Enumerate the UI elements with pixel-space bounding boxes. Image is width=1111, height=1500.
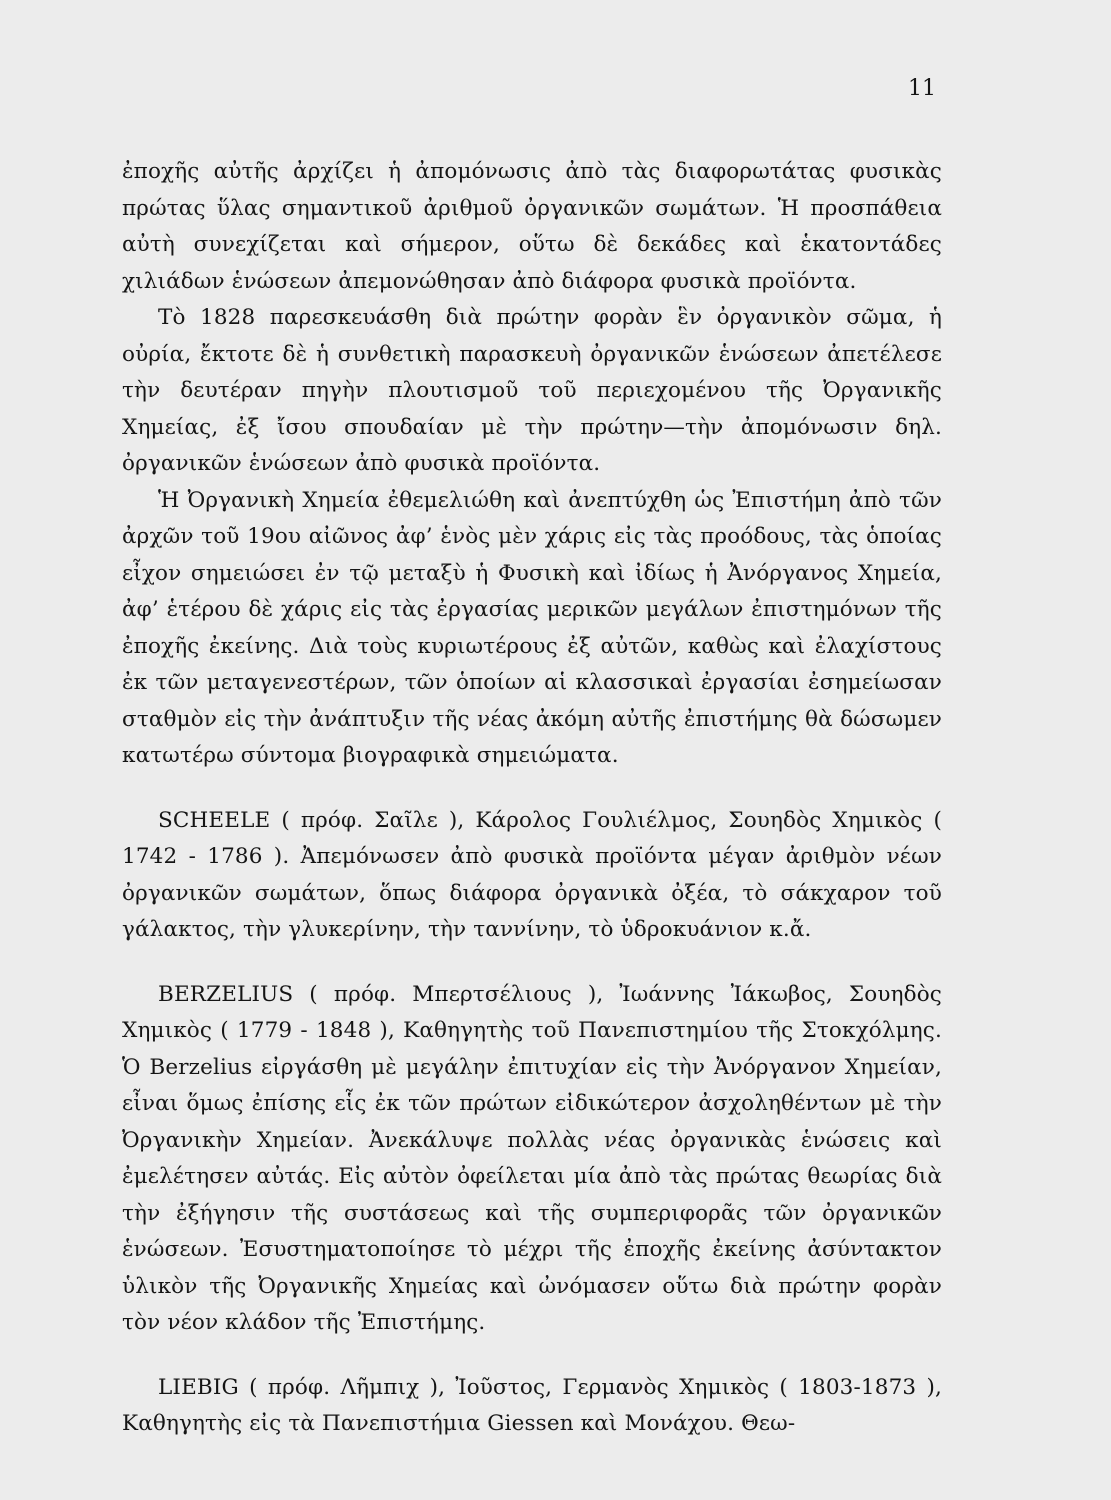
page-body (122, 154, 942, 1443)
biography-entry-berzelius: BERZELIUS ( πρόφ. Μπερτσέλιους ), Ἰωάννης Ἰάκωβος, Σουηδὸς Χημικὸς ( 1779 - 1848 ), Καθηγητὴς τοῦ Πανεπιστημίου τῆς Στοκχόλμης. Ὁ Berzelius εἰργάσθη μὲ μεγάλην ἐπιτυχίαν εἰς τὴν Ἀνόργανον Χημείαν, εἶναι ὅμως ἐπίσης εἷς ἐκ τῶν πρώτων εἰδικώτερον ἀσχοληθέντων μὲ τὴν Ὀργανικὴν Χημείαν. Ἀνεκάλυψε πολλὰς νέας ὀργανικὰς ἑνώσεις καὶ ἐμελέτησεν αὐτάς. Εἰς αὐτὸν ὀφείλεται μία ἀπὸ τὰς πρώτας θεωρίας διὰ τὴν ἐξήγησιν τῆς συστάσεως καὶ τῆς συμπεριφορᾶς τῶν ὀργανικῶν ἑνώσεων. Ἐσυστηματοποίησε τὸ μέχρι τῆς ἐποχῆς ἐκείνης ἀσύντακτον ὑλικὸν τῆς Ὀργανικῆς Χημείας καὶ ὠνόμασεν οὕτω διὰ πρώτην φορὰν τὸν νέον κλάδον τῆς Ἐπιστήμης. (122, 981, 942, 1335)
paragraph-1828-synthesis: Τὸ 1828 παρεσκευάσθη διὰ πρώτην φορὰν ἓν ὀργανικὸν σῶμα, ἡ οὐρία, ἔκτοτε δὲ ἡ συνθετικὴ παρασκευὴ ὀργανικῶν ἑνώσεων ἀπετέλεσε τὴν δευτέραν πηγὴν πλουτισμοῦ τοῦ περιεχομένου τῆς Ὀργανικῆς Χημείας, ἐξ ἴσου σπουδαίαν μὲ τὴν πρώτην—τὴν ἀπομόνωσιν δηλ. ὀργανικῶν ἑνώσεων ἀπὸ φυσικὰ προϊόντα. (122, 305, 942, 476)
page-number: 11 (908, 76, 936, 101)
paragraph-organic-chemistry-foundation: Ἡ Ὀργανικὴ Χημεία ἐθεμελιώθη καὶ ἀνεπτύχθη ὡς Ἐπιστήμη ἀπὸ τῶν ἀρχῶν τοῦ 19ου αἰῶνος ἀφ’ ἑνὸς μὲν χάρις εἰς τὰς προόδους, τὰς ὁποίας εἶχον σημειώσει ἐν τῷ μεταξὺ ἡ Φυσικὴ καὶ ἰδίως ἡ Ἀνόργανος Χημεία, ἀφ’ ἑτέρου δὲ χάρις εἰς τὰς ἐργασίας μερικῶν μεγάλων ἐπιστημόνων τῆς ἐποχῆς ἐκείνης. Διὰ τοὺς κυριωτέρους ἐξ αὐτῶν, καθὼς καὶ ἐλαχίστους ἐκ τῶν μεταγενεστέρων, τῶν ὁποίων αἱ κλασσικαὶ ἐργασίαι ἐσημείωσαν σταθμὸν εἰς τὴν ἀνάπτυξιν τῆς νέας ἀκόμη αὐτῆς ἐπιστήμης θὰ δώσωμεν κατωτέρω σύντομα βιογραφικὰ σημειώματα. (122, 487, 942, 768)
biography-entry-scheele: SCHEELE ( πρόφ. Σαῖλε ), Κάρολος Γουλιέλμος, Σουηδὸς Χημικὸς ( 1742 - 1786 ). Ἀπεμόνωσεν ἀπὸ φυσικὰ προϊόντα μέγαν ἀριθμὸν νέων ὀργανικῶν σωμάτων, ὅπως διάφορα ὀργανικὰ ὀξέα, τὸ σάκχαρον τοῦ γάλακτος, τὴν γλυκερίνην, τὴν ταννίνην, τὸ ὑδροκυάνιον κ.ἄ. (122, 807, 942, 942)
biography-entry-liebig: LIEBIG ( πρόφ. Λῆμπιχ ), Ἰοῦστος, Γερμανὸς Χημικὸς ( 1803-1873 ), Καθηγητὴς εἰς τὰ Πανεπιστήμια Giessen καὶ Μονάχου. Θεω- (122, 1374, 942, 1436)
paragraph-intro: ἐποχῆς αὐτῆς ἀρχίζει ἡ ἀπομόνωσις ἀπὸ τὰς διαφορωτάτας φυσικὰς πρώτας ὕλας σημαντικοῦ ἀριθμοῦ ὀργανικῶν σωμάτων. Ἡ προσπάθεια αὐτὴ συνεχίζεται καὶ σήμερον, οὕτω δὲ δεκάδες καὶ ἑκατοντάδες χιλιάδων ἑνώσεων ἀπεμονώθησαν ἀπὸ διάφορα φυσικὰ προϊόντα. (122, 159, 942, 294)
